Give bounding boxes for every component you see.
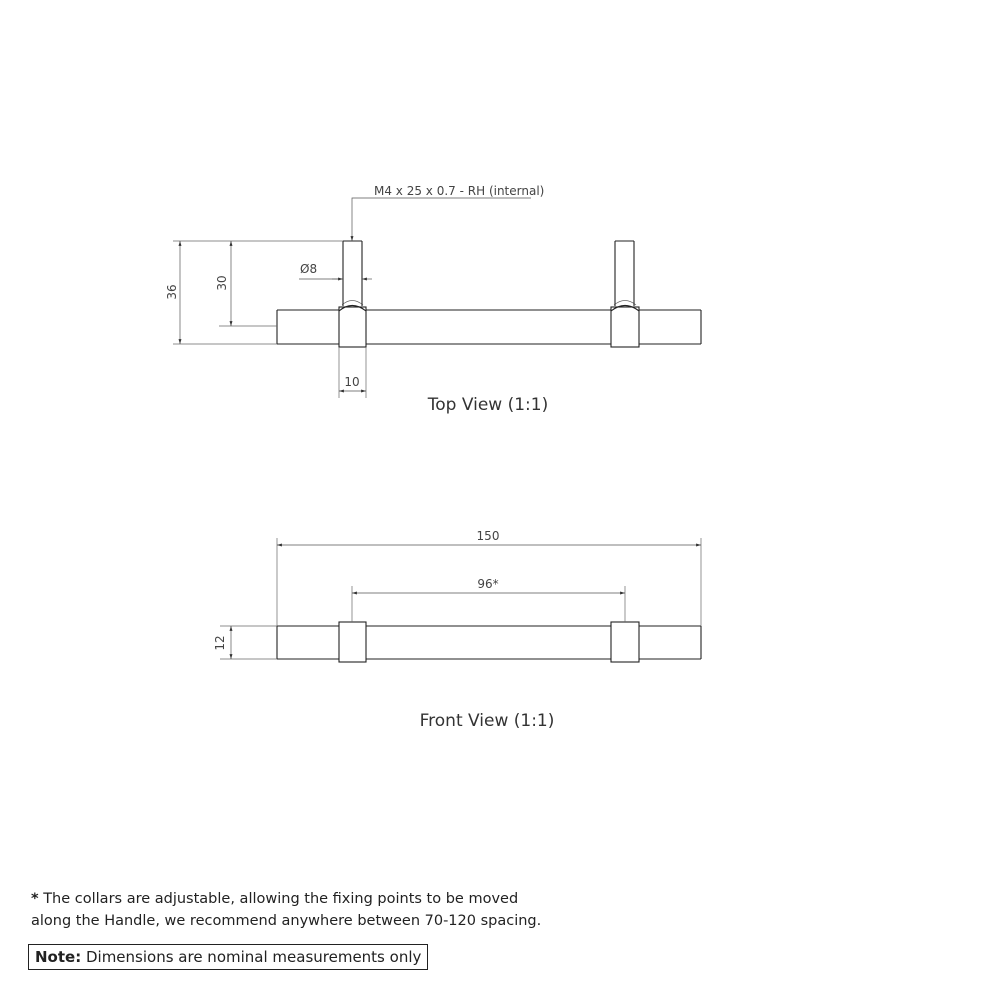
dim-diameter xyxy=(299,262,372,279)
handle-bar-front xyxy=(277,626,701,659)
footnote xyxy=(31,888,591,932)
footnote-text-1: The collars are adjustable, allowing the fixing points to be moved xyxy=(38,891,519,907)
front-view xyxy=(213,529,701,731)
dim-height-text: 12 xyxy=(213,635,227,651)
dim-height xyxy=(213,626,277,659)
footnote-line-2: along the Handle, we recommend anywhere between 70-120 spacing. xyxy=(31,913,542,929)
dim-spacing-text: 96* xyxy=(477,577,499,591)
dim-collar-width xyxy=(339,347,366,398)
dim-post-height xyxy=(215,241,277,326)
collar-left-top xyxy=(339,301,366,348)
dim-diameter-text: Ø8 xyxy=(300,262,318,276)
dim-post-height-text: 30 xyxy=(215,275,229,291)
dim-collar-width-text: 10 xyxy=(344,375,360,389)
note-label: Note: xyxy=(35,948,82,966)
top-view xyxy=(165,184,701,415)
collar-right-front xyxy=(611,622,639,662)
collar-left-front xyxy=(339,622,366,662)
post-left xyxy=(343,241,362,306)
post-right xyxy=(615,241,634,306)
dim-overall-depth-text: 36 xyxy=(165,284,179,300)
thread-callout-text: M4 x 25 x 0.7 - RH (internal) xyxy=(374,184,545,198)
dim-length-text: 150 xyxy=(476,529,500,543)
thread-callout xyxy=(352,184,544,241)
dim-spacing xyxy=(352,577,625,622)
note-box xyxy=(28,944,428,970)
footnote-marker: * xyxy=(31,891,39,907)
collar-right-top xyxy=(611,301,639,348)
handle-bar-top xyxy=(277,310,701,344)
dim-overall-depth xyxy=(165,241,343,344)
top-view-label: Top View (1:1) xyxy=(427,395,549,415)
note-text: Dimensions are nominal measurements only xyxy=(81,948,422,966)
footnote-line-1 xyxy=(31,888,591,910)
front-view-label: Front View (1:1) xyxy=(419,711,555,731)
